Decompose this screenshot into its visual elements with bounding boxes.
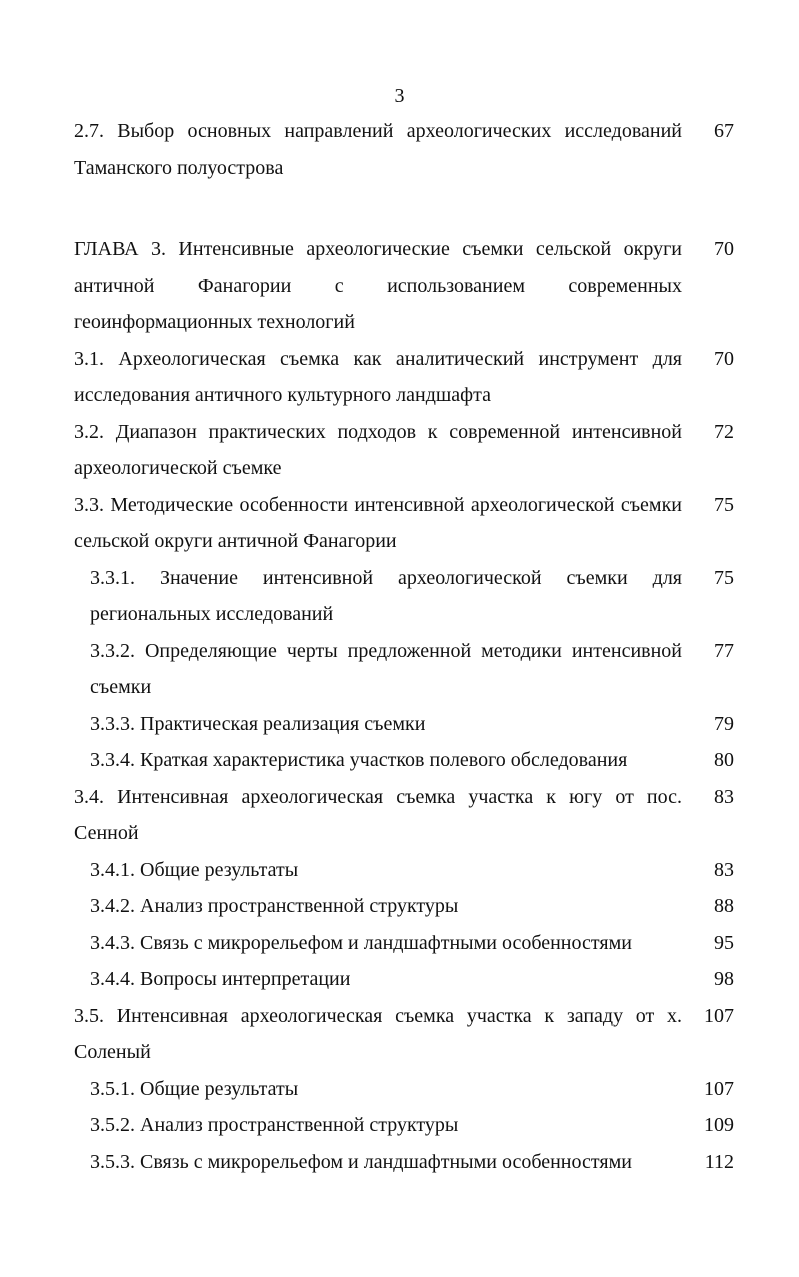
toc-entry-3-3-1 (0, 560, 799, 633)
toc-entry-page: 95 (714, 931, 734, 954)
toc-entry-page: 67 (714, 120, 734, 142)
toc-entry-page: 88 (714, 895, 734, 917)
toc-entry-title: 3.4.4. Вопросы интерпретации (90, 968, 351, 990)
toc-entry-page: 75 (714, 566, 734, 589)
toc-entry-page: 109 (704, 1114, 734, 1136)
toc-entry-3-5-3 (0, 1144, 799, 1181)
toc-entry-3-3-4 (0, 742, 799, 779)
toc-entry-3-1 (0, 341, 799, 414)
toc-entry-title: 3.4.1. Общие результаты (90, 858, 299, 881)
toc-entry-page: 83 (714, 858, 734, 881)
toc-entry-3-5-2 (0, 1107, 799, 1144)
toc-entry-title: 3.4. Интенсивная археологическая съемка участка к югу от пос. Сенной (74, 785, 682, 844)
toc-entry-title: 3.5. Интенсивная археологическая съемка участка к западу от х. Соленый (74, 1004, 682, 1063)
section-gap (0, 186, 799, 231)
toc-entry-title: 3.3.4. Краткая характеристика участков полевого обследования (90, 749, 628, 771)
toc-entry-3-4 (0, 779, 799, 852)
toc-entry-page: 70 (714, 347, 734, 370)
toc-entry-3-3-2 (0, 633, 799, 706)
toc-entry-title: 3.2. Диапазон практических подходов к современной интенсивной археологической съемке (74, 420, 682, 479)
table-of-contents (0, 113, 799, 1180)
toc-entry-page: 79 (714, 712, 734, 735)
toc-entry-page: 77 (714, 639, 734, 662)
toc-entry-title: 3.4.2. Анализ пространственной структуры (90, 895, 459, 917)
toc-entry-page: 72 (714, 420, 734, 443)
toc-entry-page: 112 (704, 1150, 734, 1173)
toc-entry-title: 3.4.3. Связь с микрорельефом и ландшафтными особенностями (90, 931, 632, 954)
toc-entry-title: 3.5.1. Общие результаты (90, 1077, 299, 1100)
toc-entry-page: 75 (714, 493, 734, 516)
toc-entry-page: 70 (714, 238, 734, 260)
toc-entry-page: 80 (714, 749, 734, 771)
toc-entry-3-2 (0, 414, 799, 487)
toc-entry-title: 2.7. Выбор основных направлений археологических исследований Таманского полуострова (74, 120, 682, 179)
toc-entry-page: 107 (704, 1077, 734, 1100)
toc-entry-3-4-4 (0, 961, 799, 998)
toc-entry-title: 3.3.3. Практическая реализация съемки (90, 712, 426, 735)
toc-entry-3-3 (0, 487, 799, 560)
toc-entry-3-4-3 (0, 925, 799, 962)
toc-entry-page: 98 (714, 968, 734, 990)
toc-entry-3-4-1 (0, 852, 799, 889)
toc-entry-page: 107 (704, 1004, 734, 1027)
toc-entry-title: 3.3.2. Определяющие черты предложенной методики интенсивной съемки (90, 639, 682, 698)
toc-entry-3-5-1 (0, 1071, 799, 1108)
toc-entry-title: ГЛАВА 3. Интенсивные археологические съемки сельской округи античной Фанагории с использованием современных геоинформационных технологий (74, 238, 682, 333)
page-number: 3 (394, 85, 405, 107)
toc-entry-title: 3.1. Археологическая съемка как аналитический инструмент для исследования античного культурного ландшафта (74, 347, 682, 406)
toc-entry-2-7 (0, 113, 799, 186)
toc-entry-chapter-3 (0, 231, 799, 341)
toc-entry-title: 3.5.2. Анализ пространственной структуры (90, 1114, 459, 1136)
toc-entry-3-4-2 (0, 888, 799, 925)
toc-entry-title: 3.5.3. Связь с микрорельефом и ландшафтными особенностями (90, 1150, 632, 1173)
toc-entry-title: 3.3.1. Значение интенсивной археологической съемки для региональных исследований (90, 566, 682, 625)
toc-entry-3-3-3 (0, 706, 799, 743)
toc-entry-title: 3.3. Методические особенности интенсивной археологической съемки сельской округи античной Фанагории (74, 493, 682, 552)
toc-entry-3-5 (0, 998, 799, 1071)
toc-entry-page: 83 (714, 785, 734, 808)
